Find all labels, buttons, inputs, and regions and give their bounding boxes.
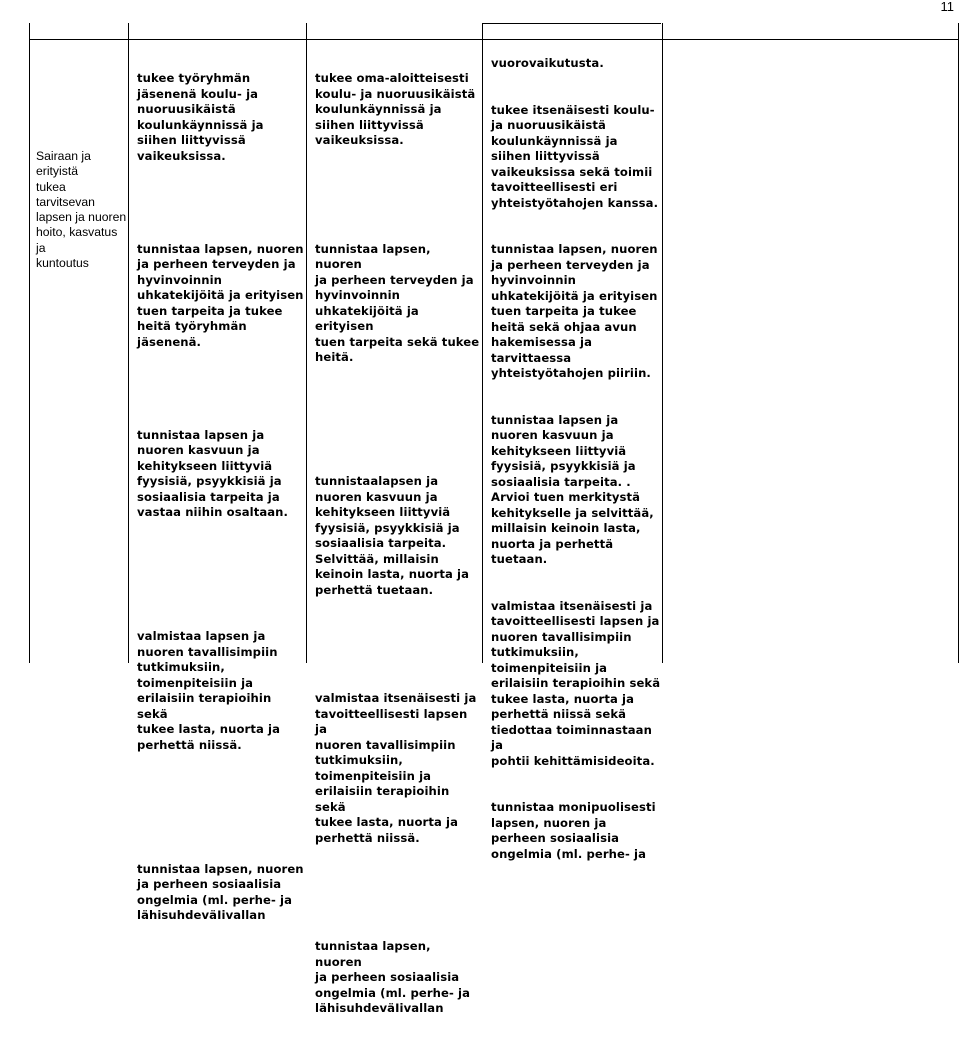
competency-item: tunnistaa lapsen ja nuoren kasvuun ja kehitykseen liittyviä fyysisiä, psyykkisiä ja sosiaalisia tarpeita. . Arvioi tuen merkitystä kehitykselle ja selvittää, millaisin keinoin lasta, nuorta ja perhettä tuetaan.: [491, 412, 654, 566]
competency-item-continued: vuorovaikutusta.: [491, 56, 604, 70]
competency-table: [29, 23, 959, 1015]
competency-item: tunnistaa monipuolisesti lapsen, nuoren ja perheen sosiaalisia ongelmia (ml. perhe- ja: [491, 800, 656, 861]
column-2-cell: [315, 40, 481, 1048]
competency-item: tunnistaa lapsen, nuoren ja perheen terveyden ja hyvinvoinnin uhkatekijöitä ja erityisen tuen tarpeita sekä tukee heitä.: [315, 241, 480, 364]
column-1-cell: [137, 40, 305, 955]
competency-item: tunnistaa lapsen, nuoren ja perheen terveyden ja hyvinvoinnin uhkatekijöitä ja erityisen tuen tarpeita ja tukee heitä työryhmän jäsenenä.: [137, 241, 304, 349]
column-3-cell: [491, 25, 661, 893]
competency-item: tunnistaa lapsen, nuoren ja perheen sosiaalisia ongelmia (ml. perhe- ja lähisuhdeväIivallan: [315, 939, 471, 1015]
competency-item: valmistaa itsenäisesti ja tavoitteellisesti lapsen ja nuoren tavallisimpiin tutkimuksiin, toimenpiteisiin ja erilaisiin terapioihin sekä tukee lasta, nuorta ja perhettä niissä sekä tiedottaa toiminnastaan ja pohtii kehittämisideoita.: [491, 598, 661, 768]
competency-item: valmistaa lapsen ja nuoren tavallisimpiin tutkimuksiin, toimenpiteisiin ja erilaisiin terapioihin sekä tukee lasta, nuorta ja perhettä niissä.: [137, 629, 281, 752]
competency-item: tunnistaa lapsen, nuoren ja perheen sosiaalisia ongelmia (ml. perhe- ja lähisuhdeväIivallan: [137, 861, 304, 922]
competency-item: tunnistaalapsen ja nuoren kasvuun ja kehitykseen liittyviä fyysisiä, psyykkisiä ja sosiaalisia tarpeita. Selvittää, millaisin keinoin lasta, nuorta ja perhettä tuetaan.: [315, 474, 470, 597]
column-divider: [306, 23, 307, 663]
column-divider: [482, 23, 483, 663]
competency-item: tunnistaa lapsen, nuoren ja perheen terveyden ja hyvinvoinnin uhkatekijöitä ja erityisen tuen tarpeita ja tukee heitä sekä ohjaa avun hakemisessa ja tarvittaessa yhteistyötahojen piiriin.: [491, 242, 658, 380]
competency-item: tukee itsenäisesti koulu- ja nuoruusikäistä koulunkäynnissä ja siihen liittyvissä vaikeuksissa sekä toimii tavoitteellisesti eri yhteistyötahojen kanssa.: [491, 102, 659, 210]
competency-item: tunnistaa lapsen ja nuoren kasvuun ja kehitykseen liittyviä fyysisiä, psyykkisiä ja sosiaalisia tarpeita ja vastaa niihin osaltaan.: [137, 427, 289, 519]
table-right-border: [958, 23, 959, 663]
row-heading: Sairaan ja erityistä tukea tarvitsevan lapsen ja nuoren hoito, kasvatus ja kuntoutus: [36, 149, 127, 271]
competency-item: valmistaa itsenäisesti ja tavoitteellisesti lapsen ja nuoren tavallisimpiin tutkimuksiin, toimenpiteisiin ja erilaisiin terapioihin sekä tukee lasta, nuorta ja perhettä niissä.: [315, 691, 477, 845]
competency-item: tukee oma-aloitteisesti koulu- ja nuoruusikäistä koulunkäynnissä ja siihen liittyvissä vaikeuksissa.: [315, 71, 476, 147]
column-divider: [662, 23, 663, 663]
previous-row-border: [483, 23, 661, 24]
table-left-border: [29, 23, 30, 663]
column-divider: [128, 23, 129, 663]
page-number: 11: [940, 0, 954, 14]
competency-item: tukee työryhmän jäsenenä koulu- ja nuoruusikäistä koulunkäynnissä ja siihen liittyvissä vaikeuksissa.: [137, 71, 264, 163]
